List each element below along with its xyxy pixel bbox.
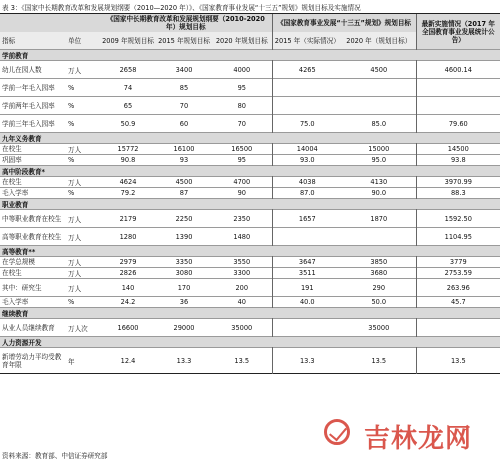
cell-value: 2179 — [119, 214, 137, 223]
row-unit: % — [68, 189, 75, 197]
section-title: 学前教育 — [0, 50, 500, 61]
education-targets-table — [0, 13, 500, 374]
cell-value: 93.8 — [416, 155, 500, 166]
cell-value: 3850 — [370, 258, 388, 266]
header-group-13th-five-year: 《国家教育事业发展“十三五”规划》规划目标 — [272, 14, 416, 33]
header-unit: 单位 — [66, 32, 100, 50]
table-row — [0, 79, 500, 97]
row-unit: % — [68, 156, 75, 164]
cell-value: 65 — [123, 101, 133, 110]
table-row — [0, 319, 500, 337]
cell-value: 45.7 — [416, 297, 500, 308]
cell-value: 75.0 — [272, 115, 342, 133]
header-row-groups — [0, 14, 500, 33]
cell-value: 3080 — [175, 269, 193, 277]
cell-value: 4500 — [370, 65, 388, 74]
cell-value: 1104.95 — [416, 228, 500, 246]
table-row — [0, 228, 500, 246]
cell-value: 191 — [272, 279, 342, 297]
cell-value: 16100 — [173, 145, 195, 153]
section-header-row — [0, 337, 500, 348]
header-blank — [0, 14, 100, 33]
cell-value: 87.0 — [272, 188, 342, 199]
row-unit: 万人次 — [68, 324, 88, 333]
table-row — [0, 297, 500, 308]
row-unit: % — [68, 101, 75, 110]
cell-value: 95 — [237, 83, 246, 92]
cell-value: 93 — [179, 156, 189, 164]
cell-value — [416, 97, 500, 115]
section-header-row — [0, 166, 500, 177]
row-label: 在学总规模 — [2, 258, 35, 266]
table-row — [0, 257, 500, 268]
cell-value: 29000 — [173, 323, 195, 332]
cell-value — [342, 79, 416, 97]
header-2015-actual: 2015 年（实际情况） — [272, 32, 342, 50]
watermark-text: 吉林龙网 — [363, 424, 472, 454]
row-label: 在校生 — [2, 269, 22, 277]
row-unit: % — [68, 298, 75, 306]
cell-value: 12.4 — [120, 356, 136, 365]
cell-value: 60 — [179, 119, 189, 128]
cell-value: 3300 — [233, 269, 251, 277]
cell-value: 15000 — [368, 145, 390, 153]
cell-value: 13.5 — [416, 348, 500, 374]
cell-value: 14004 — [272, 144, 342, 155]
section-title: 职业教育 — [0, 199, 500, 210]
header-2020-plan: 2020 年（规划目标） — [342, 32, 416, 50]
cell-value: 85 — [179, 83, 189, 92]
cell-value: 3647 — [272, 257, 342, 268]
cell-value: 2658 — [119, 65, 137, 74]
row-unit: 年 — [68, 357, 75, 366]
row-unit: 万人 — [68, 66, 82, 75]
cell-value: 3779 — [416, 257, 500, 268]
cell-value: 4130 — [370, 178, 388, 186]
table-row — [0, 268, 500, 279]
cell-value: 40 — [237, 298, 246, 306]
cell-value: 79.2 — [120, 189, 136, 197]
cell-value: 1390 — [175, 232, 193, 241]
cell-value: 35000 — [368, 323, 390, 332]
row-unit: 万人 — [68, 259, 82, 267]
row-label: 学前三年毛入园率 — [2, 119, 55, 128]
cell-value: 263.96 — [416, 279, 500, 297]
cell-value: 1870 — [370, 214, 388, 223]
cell-value: 2826 — [119, 269, 137, 277]
cell-value: 3970.99 — [416, 177, 500, 188]
table-row — [0, 348, 500, 374]
section-header-row — [0, 308, 500, 319]
cell-value: 85.0 — [371, 119, 387, 128]
cell-value: 90.8 — [120, 156, 136, 164]
cell-value: 200 — [235, 283, 249, 292]
row-unit: 万人 — [68, 179, 82, 187]
cell-value: 35000 — [231, 323, 253, 332]
row-label: 新增劳动力平均受教育年限 — [2, 352, 62, 369]
cell-value: 70 — [237, 119, 246, 128]
header-2020-target: 2020 年规划目标 — [212, 32, 272, 50]
row-label: 在校生 — [2, 145, 22, 153]
section-header-row — [0, 199, 500, 210]
table-row — [0, 210, 500, 228]
cell-value: 13.3 — [176, 356, 192, 365]
cell-value: 3550 — [233, 258, 251, 266]
header-indicator: 指标 — [0, 32, 66, 50]
cell-value: 93.0 — [272, 155, 342, 166]
cell-value: 1480 — [233, 232, 251, 241]
section-title: 人力资源开发 — [0, 337, 500, 348]
cell-value: 3400 — [175, 65, 193, 74]
cell-value — [342, 228, 416, 246]
row-unit: % — [68, 119, 75, 128]
row-unit: % — [68, 83, 75, 92]
cell-value: 36 — [179, 298, 189, 306]
cell-value: 90 — [237, 189, 246, 197]
header-group-latest-status: 最新实施情况（2017 年全国教育事业发展统计公告） — [416, 14, 500, 50]
cell-value: 2350 — [233, 214, 251, 223]
table-row — [0, 61, 500, 79]
row-label: 中等职业教育在校生 — [2, 214, 62, 223]
cell-value — [272, 79, 342, 97]
cell-value: 1592.50 — [416, 210, 500, 228]
cell-value: 50.9 — [120, 119, 136, 128]
table-row — [0, 188, 500, 199]
cell-value: 79.60 — [416, 115, 500, 133]
cell-value: 13.3 — [272, 348, 342, 374]
row-label: 其中：研究生 — [2, 283, 42, 292]
table-row — [0, 115, 500, 133]
cell-value: 16600 — [117, 323, 139, 332]
row-label: 幼儿在园人数 — [2, 65, 42, 74]
cell-value: 4265 — [272, 61, 342, 79]
header-2009-target: 2009 年规划目标 — [100, 32, 156, 50]
section-title: 继续教育 — [0, 308, 500, 319]
table-row — [0, 279, 500, 297]
cell-value: 2250 — [175, 214, 193, 223]
cell-value: 2979 — [119, 258, 137, 266]
table-row — [0, 155, 500, 166]
table-caption: 表 3：《国家中长期教育改革和发展规划纲要（2010—2020 年）》、《国家教育事业发展“十三五”规划》规划目标及实施情况 — [2, 4, 361, 12]
row-label: 毛入学率 — [2, 298, 29, 306]
section-title: 九年义务教育 — [0, 133, 500, 144]
cell-value: 95 — [237, 156, 246, 164]
cell-value — [342, 97, 416, 115]
cell-value: 70 — [179, 101, 189, 110]
row-label: 从业人员继续教育 — [2, 323, 55, 332]
cell-value — [416, 319, 500, 337]
cell-value: 87 — [179, 189, 189, 197]
cell-value: 13.5 — [234, 356, 250, 365]
cell-value: 1657 — [272, 210, 342, 228]
section-title: 高中阶段教育* — [0, 166, 500, 177]
cell-value: 74 — [123, 83, 133, 92]
section-header-row — [0, 246, 500, 257]
cell-value: 15772 — [117, 145, 139, 153]
row-label: 学前一年毛入园率 — [2, 83, 55, 92]
cell-value: 140 — [121, 283, 135, 292]
section-header-row — [0, 50, 500, 61]
row-unit: 万人 — [68, 233, 82, 242]
table-body — [0, 50, 500, 374]
cell-value — [272, 228, 342, 246]
table-row — [0, 144, 500, 155]
table-row — [0, 97, 500, 115]
row-unit: 万人 — [68, 146, 82, 154]
cell-value: 16500 — [231, 145, 253, 153]
cell-value: 88.3 — [416, 188, 500, 199]
row-label: 学前两年毛入园率 — [2, 101, 55, 110]
cell-value: 4500 — [175, 178, 193, 186]
row-label: 毛入学率 — [2, 189, 29, 197]
cell-value: 170 — [177, 283, 191, 292]
cell-value: 4624 — [119, 178, 137, 186]
cell-value: 24.2 — [120, 298, 136, 306]
cell-value: 290 — [372, 283, 386, 292]
cell-value: 50.0 — [371, 298, 387, 306]
cell-value — [272, 97, 342, 115]
row-label: 在校生 — [2, 178, 22, 186]
header-2015-target: 2015 年规划目标 — [156, 32, 212, 50]
cell-value: 80 — [237, 101, 246, 110]
row-unit: 万人 — [68, 215, 82, 224]
row-label: 高等职业教育在校生 — [2, 232, 62, 241]
row-label: 巩固率 — [2, 156, 22, 164]
cell-value: 13.5 — [371, 356, 387, 365]
cell-value: 3350 — [175, 258, 193, 266]
row-unit: 万人 — [68, 270, 82, 278]
section-title: 高等教育** — [0, 246, 500, 257]
cell-value: 4000 — [233, 65, 251, 74]
cell-value: 4600.14 — [416, 61, 500, 79]
cell-value: 4038 — [272, 177, 342, 188]
cell-value: 1280 — [119, 232, 137, 241]
cell-value — [272, 319, 342, 337]
source-note: 资料来源：教育部、中信证券研究部 — [2, 452, 108, 460]
cell-value: 2753.59 — [416, 268, 500, 279]
row-unit: 万人 — [68, 284, 82, 293]
cell-value: 90.0 — [371, 189, 387, 197]
watermark-logo-icon — [324, 419, 350, 445]
section-header-row — [0, 133, 500, 144]
cell-value: 4700 — [233, 178, 251, 186]
cell-value: 3680 — [370, 269, 388, 277]
cell-value: 14500 — [416, 144, 500, 155]
table-row — [0, 177, 500, 188]
cell-value — [416, 79, 500, 97]
cell-value: 95.0 — [371, 156, 387, 164]
cell-value: 40.0 — [272, 297, 342, 308]
cell-value: 3511 — [272, 268, 342, 279]
header-group-plan-2010-2020: 《国家中长期教育改革和发展规划纲要（2010-2020 年）规划目标 — [100, 14, 272, 33]
